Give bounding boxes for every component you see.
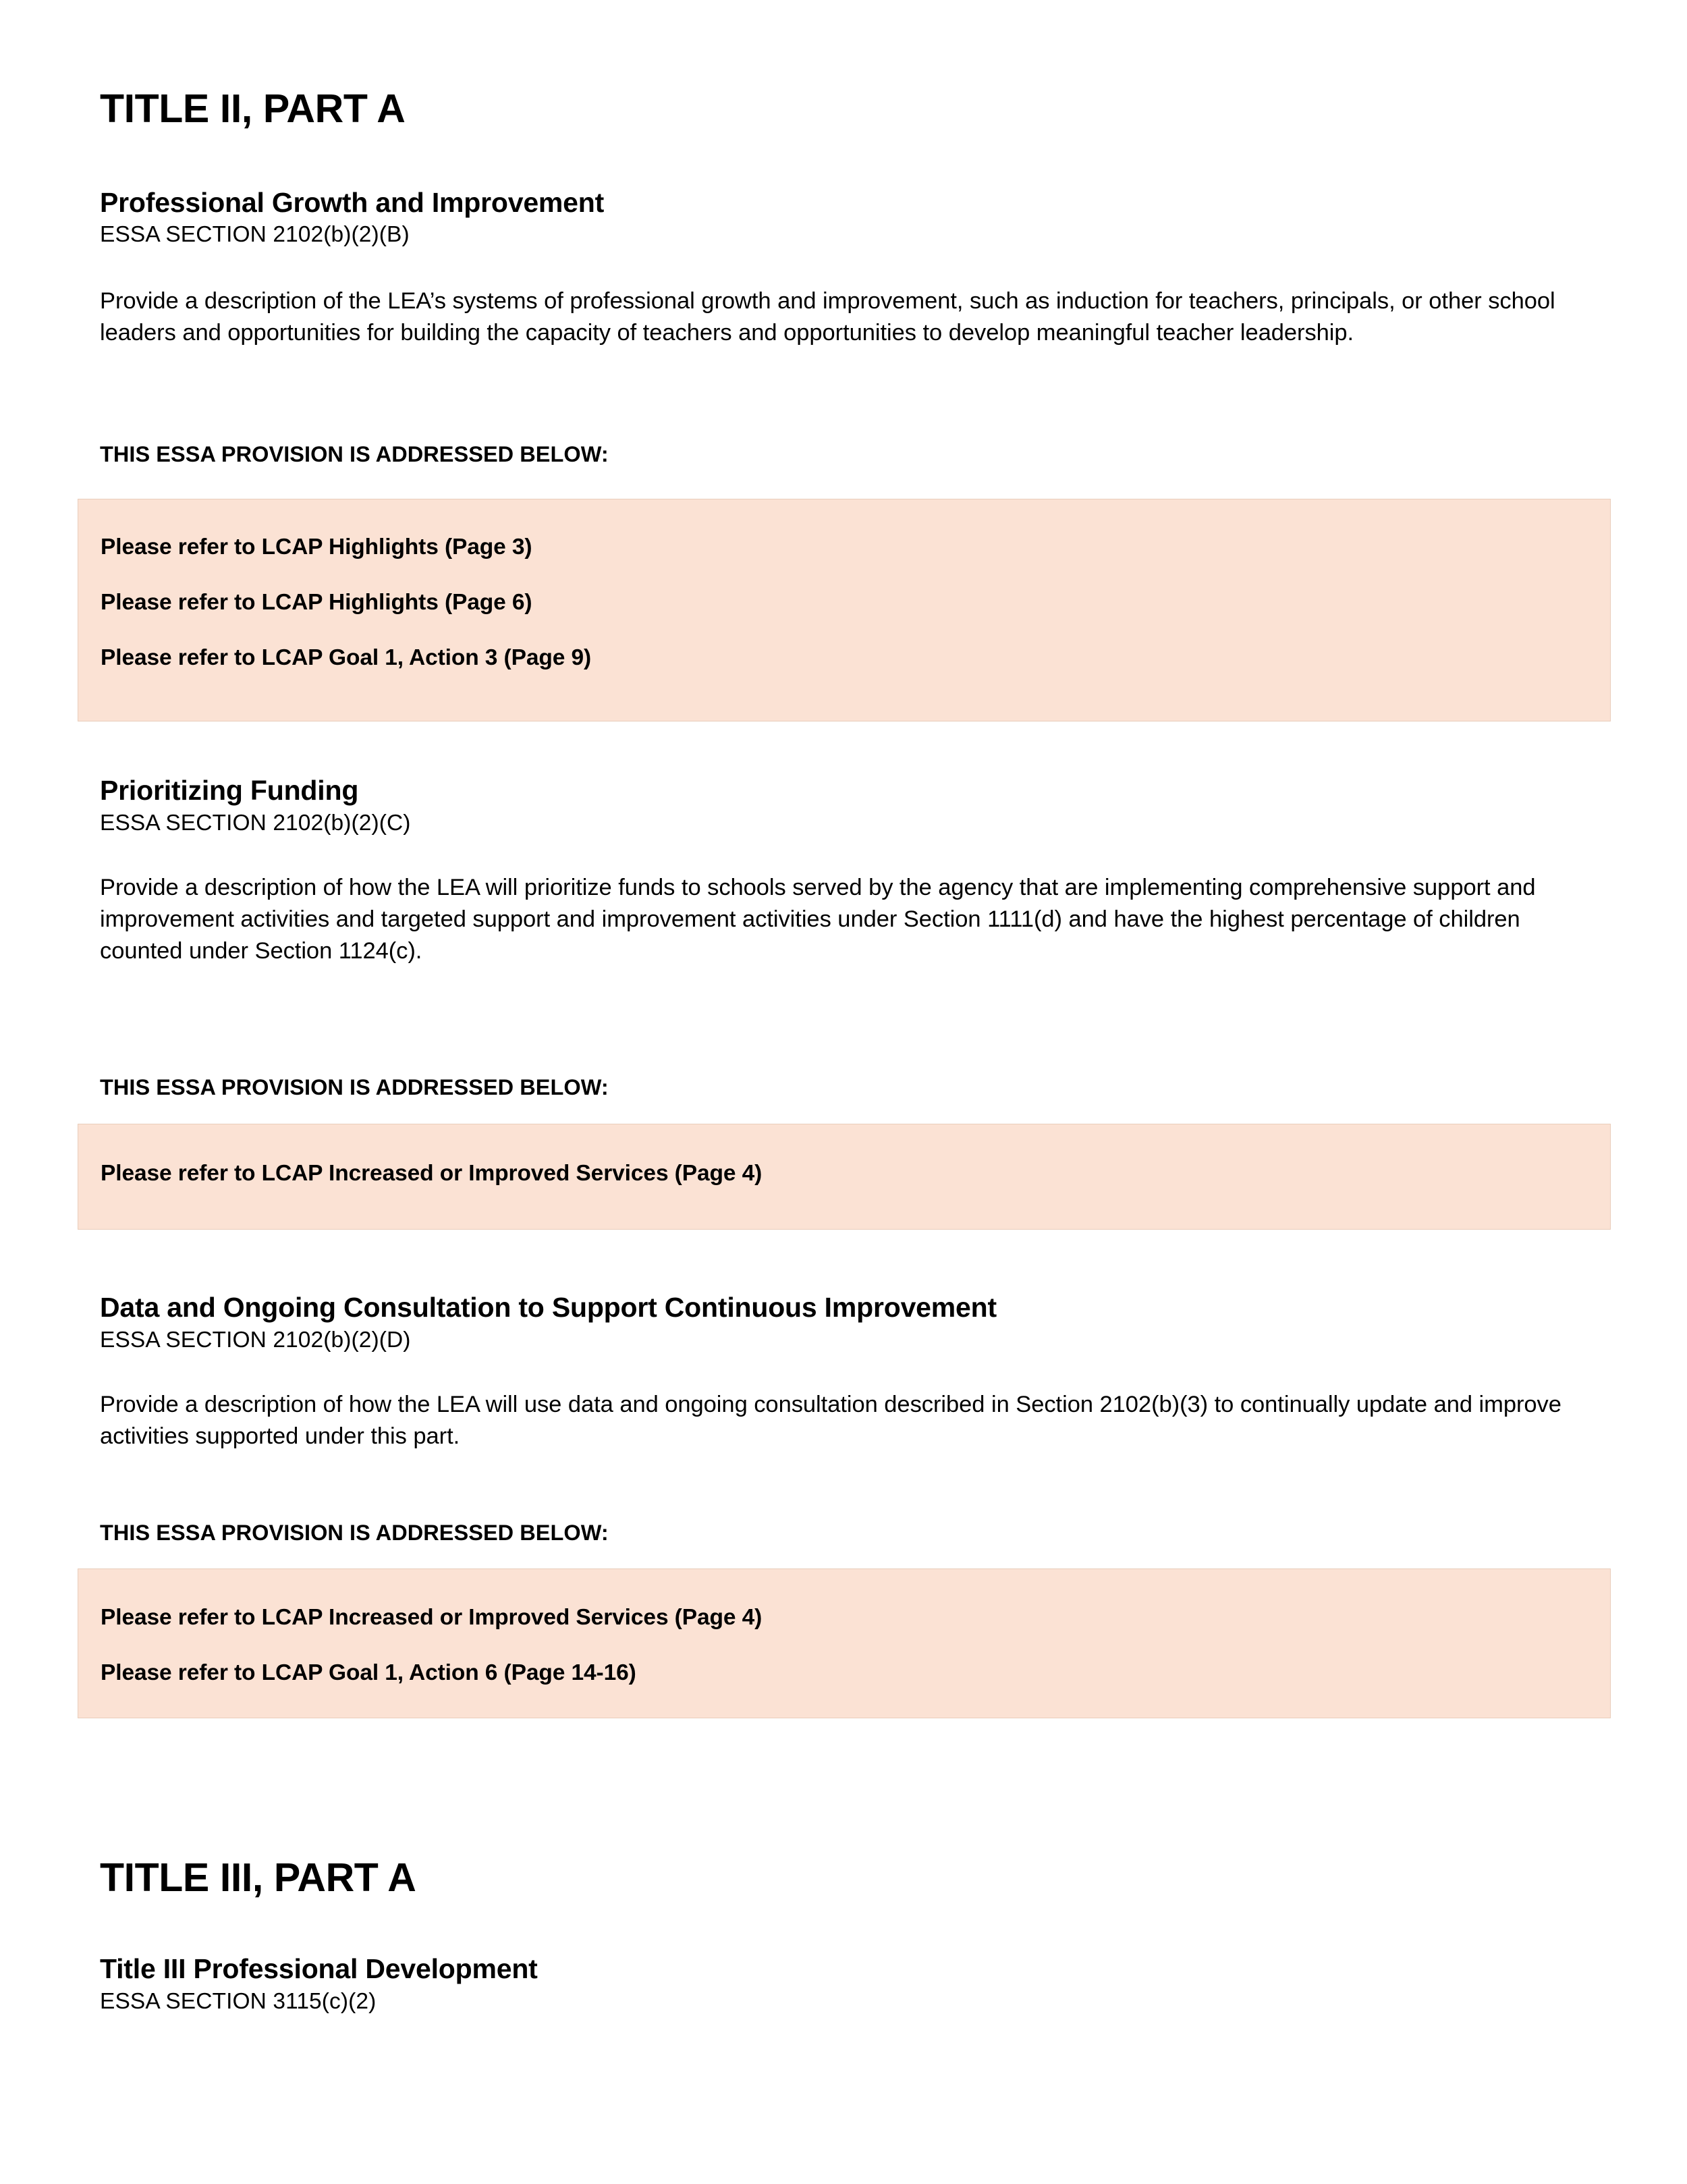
callout-line: Please refer to LCAP Goal 1, Action 6 (Page 14-16): [101, 1660, 636, 1685]
section-body-prioritizing-funding: Provide a description of how the LEA will prioritize funds to schools served by the agency that are implementing comprehensive support and improvement activities and targeted support and improvement activities under Section 1111(d) and have the highest percentage of children counted under Section 1124(c).: [100, 875, 1536, 964]
essa-reference-prioritizing-funding: ESSA SECTION 2102(b)(2)(C): [100, 811, 411, 836]
section-heading-professional-growth: Professional Growth and Improvement: [100, 187, 605, 218]
provision-label-data-and-ongoing-consultation: THIS ESSA PROVISION IS ADDRESSED BELOW:: [100, 1521, 609, 1545]
callout-box-data-and-ongoing-consultation: [78, 1568, 1611, 1718]
callout-box-prioritizing-funding: [78, 1124, 1611, 1230]
essa-reference-professional-growth: ESSA SECTION 2102(b)(2)(B): [100, 222, 410, 247]
section-heading-prioritizing-funding: Prioritizing Funding: [100, 775, 359, 806]
callout-line: Please refer to LCAP Highlights (Page 6): [101, 590, 532, 615]
essa-reference-data-and-ongoing-consultation: ESSA SECTION 2102(b)(2)(D): [100, 1328, 411, 1353]
provision-label-prioritizing-funding: THIS ESSA PROVISION IS ADDRESSED BELOW:: [100, 1075, 609, 1099]
essa-reference-title-3-professional-development: ESSA SECTION 3115(c)(2): [100, 1989, 377, 2014]
callout-line: Please refer to LCAP Increased or Improved Services (Page 4): [101, 1605, 763, 1630]
section-body-data-and-ongoing-consultation: Provide a description of how the LEA will use data and ongoing consultation described in Section 2102(b)(3) to continually update and improve activities supported under this part.: [100, 1392, 1561, 1449]
section-heading-data-and-ongoing-consultation: Data and Ongoing Consultation to Support Continuous Improvement: [100, 1292, 997, 1323]
callout-box-professional-growth: [78, 499, 1611, 721]
page-title-title-2: TITLE II, PART A: [100, 86, 406, 131]
callout-line: Please refer to LCAP Highlights (Page 3): [101, 535, 532, 559]
section-body-professional-growth: Provide a description of the LEA’s systems of professional growth and improvement, such as induction for teachers, principals, or other school leaders and opportunities for building the capacity of teachers and opportunities to develop meaningful teacher leadership.: [100, 288, 1555, 346]
callout-line: Please refer to LCAP Goal 1, Action 3 (Page 9): [101, 645, 592, 670]
section-heading-title-3-professional-development: Title III Professional Development: [100, 1953, 538, 1984]
page-title-title-3: TITLE III, PART A: [100, 1855, 416, 1900]
callout-line: Please refer to LCAP Increased or Improved Services (Page 4): [101, 1161, 763, 1186]
provision-label-professional-growth: THIS ESSA PROVISION IS ADDRESSED BELOW:: [100, 442, 609, 466]
